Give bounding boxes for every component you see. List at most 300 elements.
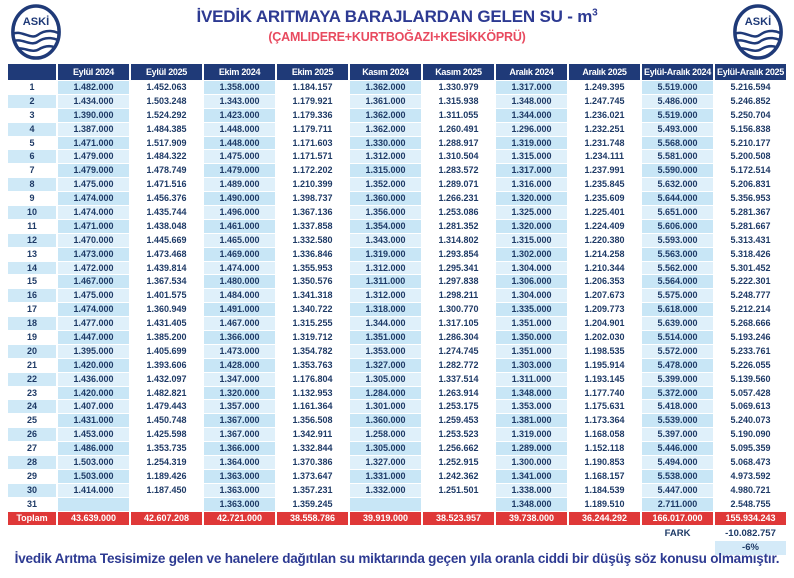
value-cell: 1.310.504 [423, 150, 494, 163]
value-cell: 5.250.704 [715, 109, 786, 122]
day-cell: 5 [8, 137, 56, 150]
value-cell: 1.210.344 [569, 262, 640, 275]
value-cell: 1.311.000 [496, 373, 567, 386]
value-cell: 1.373.647 [277, 470, 348, 483]
value-cell: 5.618.000 [642, 303, 713, 316]
value-cell: 5.632.000 [642, 178, 713, 191]
value-cell: 1.367.000 [204, 428, 275, 441]
value-cell: 1.352.000 [350, 178, 421, 191]
value-cell: 1.318.000 [350, 303, 421, 316]
value-cell: 1.355.953 [277, 262, 348, 275]
day-cell: 29 [8, 470, 56, 483]
value-cell: 5.651.000 [642, 206, 713, 219]
value-cell: 1.479.000 [58, 150, 129, 163]
day-cell: 7 [8, 164, 56, 177]
value-cell: 1.467.000 [204, 317, 275, 330]
value-cell: 1.496.000 [204, 206, 275, 219]
value-cell: 1.434.000 [58, 95, 129, 108]
value-cell: 5.212.214 [715, 303, 786, 316]
value-cell: 1.470.000 [58, 234, 129, 247]
value-cell: 1.367.000 [204, 414, 275, 427]
value-cell: 1.461.000 [204, 220, 275, 233]
value-cell: 1.317.000 [496, 164, 567, 177]
value-cell: 1.356.000 [350, 206, 421, 219]
column-header: Kasım 2025 [423, 64, 494, 80]
value-cell: 1.360.949 [131, 303, 202, 316]
value-cell: 5.539.000 [642, 414, 713, 427]
value-cell: 5.399.000 [642, 373, 713, 386]
value-cell: 1.405.699 [131, 345, 202, 358]
day-cell: 13 [8, 248, 56, 261]
value-cell: 1.300.770 [423, 303, 494, 316]
day-cell: 4 [8, 123, 56, 136]
value-cell: 5.590.000 [642, 164, 713, 177]
column-header: Eylül-Aralık 2024 [642, 64, 713, 80]
value-cell: 1.503.000 [58, 470, 129, 483]
value-cell: 1.343.000 [350, 234, 421, 247]
day-cell: 16 [8, 289, 56, 302]
value-cell: 1.320.000 [496, 192, 567, 205]
total-cell: 39.738.000 [496, 512, 567, 525]
value-cell: 1.254.319 [131, 456, 202, 469]
value-cell: 1.482.821 [131, 387, 202, 400]
value-cell: 5.240.073 [715, 414, 786, 427]
day-cell: 17 [8, 303, 56, 316]
value-cell: 1.432.097 [131, 373, 202, 386]
value-cell: 5.193.246 [715, 331, 786, 344]
column-header: Eylül 2024 [58, 64, 129, 80]
day-cell: 22 [8, 373, 56, 386]
day-cell: 31 [8, 498, 56, 511]
value-cell: 1.331.000 [350, 470, 421, 483]
value-cell: 1.472.000 [58, 262, 129, 275]
value-cell: 1.214.258 [569, 248, 640, 261]
value-cell: 1.341.318 [277, 289, 348, 302]
value-cell: 5.268.666 [715, 317, 786, 330]
value-cell: 1.344.000 [350, 317, 421, 330]
value-cell: 1.407.000 [58, 400, 129, 413]
value-cell: 1.296.000 [496, 123, 567, 136]
value-cell: 1.420.000 [58, 359, 129, 372]
value-cell: 5.494.000 [642, 456, 713, 469]
value-cell: 4.973.592 [715, 470, 786, 483]
value-cell: 1.235.845 [569, 178, 640, 191]
value-cell: 1.367.534 [131, 275, 202, 288]
value-cell: 1.189.426 [131, 470, 202, 483]
value-cell: 1.234.111 [569, 150, 640, 163]
total-cell: 42.721.000 [204, 512, 275, 525]
value-cell: 1.473.000 [204, 345, 275, 358]
value-cell: 1.225.401 [569, 206, 640, 219]
aski-logo-left [9, 3, 63, 61]
value-cell: 5.593.000 [642, 234, 713, 247]
value-cell: 1.312.000 [350, 289, 421, 302]
value-cell: 5.372.000 [642, 387, 713, 400]
value-cell: 1.473.000 [58, 248, 129, 261]
value-cell: 1.431.000 [58, 414, 129, 427]
value-cell: 1.486.000 [58, 442, 129, 455]
value-cell: 1.362.000 [350, 109, 421, 122]
value-cell: 1.305.000 [350, 442, 421, 455]
value-cell: 1.132.953 [277, 387, 348, 400]
value-cell: 5.538.000 [642, 470, 713, 483]
fark-label: FARK [664, 527, 691, 539]
value-cell: 1.332.844 [277, 442, 348, 455]
value-cell: 1.315.000 [350, 164, 421, 177]
value-cell: 5.478.000 [642, 359, 713, 372]
fark-row [8, 527, 786, 540]
value-cell: 1.342.911 [277, 428, 348, 441]
value-cell: 1.478.749 [131, 164, 202, 177]
value-cell: 1.189.510 [569, 498, 640, 511]
value-cell: 1.327.000 [350, 359, 421, 372]
value-cell: 1.295.341 [423, 262, 494, 275]
value-cell: 1.274.745 [423, 345, 494, 358]
value-cell: 1.266.231 [423, 192, 494, 205]
column-header: Aralık 2025 [569, 64, 640, 80]
value-cell: 1.316.000 [496, 178, 567, 191]
day-cell: 14 [8, 262, 56, 275]
value-cell: 1.350.000 [496, 331, 567, 344]
value-cell: 1.366.000 [204, 442, 275, 455]
value-cell: 5.581.000 [642, 150, 713, 163]
value-cell: 1.190.853 [569, 456, 640, 469]
value-cell: 5.562.000 [642, 262, 713, 275]
value-cell: 5.233.761 [715, 345, 786, 358]
value-cell: 5.563.000 [642, 248, 713, 261]
value-cell: 5.568.000 [642, 137, 713, 150]
day-cell: 27 [8, 442, 56, 455]
day-cell: 12 [8, 234, 56, 247]
value-cell: 2.711.000 [642, 498, 713, 511]
value-cell: 1.351.000 [496, 345, 567, 358]
value-cell: 1.306.000 [496, 275, 567, 288]
value-cell: 1.344.000 [496, 109, 567, 122]
corner-cell [8, 64, 56, 80]
value-cell: 1.315.938 [423, 95, 494, 108]
value-cell: 1.319.000 [496, 428, 567, 441]
value-cell: 1.453.000 [58, 428, 129, 441]
value-cell [131, 498, 202, 511]
value-cell: 1.263.914 [423, 387, 494, 400]
value-cell: 5.356.953 [715, 192, 786, 205]
value-cell: 1.479.443 [131, 400, 202, 413]
value-cell: 1.320.000 [496, 220, 567, 233]
value-cell: 1.340.722 [277, 303, 348, 316]
value-cell: 1.311.055 [423, 109, 494, 122]
value-cell: 1.301.000 [350, 400, 421, 413]
value-cell: 1.363.000 [204, 484, 275, 497]
footer-note: İvedik Arıtma Tesisimize gelen ve hanelere dağıtılan su miktarında geçen yıla oranla ciddi bir düşüş söz konusu olmamıştır. [14, 551, 780, 566]
total-cell: 155.934.243 [715, 512, 786, 525]
value-cell: 1.348.000 [496, 498, 567, 511]
value-cell: 1.456.376 [131, 192, 202, 205]
fark-spacer [8, 527, 640, 540]
value-cell: 1.477.000 [58, 317, 129, 330]
value-cell: 1.327.000 [350, 456, 421, 469]
value-cell: 1.473.468 [131, 248, 202, 261]
value-cell: 5.068.473 [715, 456, 786, 469]
value-cell: 1.362.000 [350, 81, 421, 94]
value-cell: 1.202.030 [569, 331, 640, 344]
value-cell: 1.438.048 [131, 220, 202, 233]
value-cell: 1.258.000 [350, 428, 421, 441]
value-cell: 1.385.200 [131, 331, 202, 344]
day-cell: 19 [8, 331, 56, 344]
value-cell: 1.204.901 [569, 317, 640, 330]
value-cell: 1.357.000 [204, 400, 275, 413]
day-cell: 18 [8, 317, 56, 330]
value-cell: 1.474.000 [204, 262, 275, 275]
value-cell: 1.362.000 [350, 123, 421, 136]
value-cell: 1.366.000 [204, 331, 275, 344]
day-cell: 9 [8, 192, 56, 205]
value-cell: 1.360.000 [350, 192, 421, 205]
value-cell: 1.173.364 [569, 414, 640, 427]
value-cell: 1.286.304 [423, 331, 494, 344]
value-cell: 1.357.231 [277, 484, 348, 497]
value-cell: 5.572.000 [642, 345, 713, 358]
total-cell: 43.639.000 [58, 512, 129, 525]
value-cell: 1.317.000 [496, 81, 567, 94]
value-cell: 1.428.000 [204, 359, 275, 372]
column-header: Eylül 2025 [131, 64, 202, 80]
value-cell: 1.305.000 [350, 373, 421, 386]
value-cell: 1.161.364 [277, 400, 348, 413]
value-cell: 1.361.000 [350, 95, 421, 108]
day-cell: 21 [8, 359, 56, 372]
value-cell: 5.172.514 [715, 164, 786, 177]
value-cell: 1.484.322 [131, 150, 202, 163]
value-cell: 1.168.157 [569, 470, 640, 483]
value-cell: 1.175.631 [569, 400, 640, 413]
day-cell: 26 [8, 428, 56, 441]
value-cell: 1.319.712 [277, 331, 348, 344]
value-cell: 1.325.000 [496, 206, 567, 219]
column-header: Aralık 2024 [496, 64, 567, 80]
value-cell: 1.187.450 [131, 484, 202, 497]
value-cell: 1.370.386 [277, 456, 348, 469]
total-cell: 36.244.292 [569, 512, 640, 525]
value-cell: 1.524.292 [131, 109, 202, 122]
value-cell [423, 498, 494, 511]
value-cell: 1.288.917 [423, 137, 494, 150]
value-cell: 1.220.380 [569, 234, 640, 247]
value-cell: 1.320.000 [204, 387, 275, 400]
value-cell: 1.315.000 [496, 150, 567, 163]
value-cell: 1.311.000 [350, 275, 421, 288]
value-cell: 1.330.979 [423, 81, 494, 94]
total-cell: 42.607.208 [131, 512, 202, 525]
value-cell: 1.467.000 [58, 275, 129, 288]
value-cell: 5.301.452 [715, 262, 786, 275]
table-grid [8, 64, 786, 525]
value-cell: 1.193.145 [569, 373, 640, 386]
value-cell: 1.341.000 [496, 470, 567, 483]
page-title-superscript: 3 [592, 7, 598, 19]
value-cell: 1.353.000 [350, 345, 421, 358]
value-cell: 1.260.491 [423, 123, 494, 136]
value-cell: 5.397.000 [642, 428, 713, 441]
value-cell: 5.206.831 [715, 178, 786, 191]
value-cell: 1.319.000 [350, 248, 421, 261]
day-cell: 2 [8, 95, 56, 108]
value-cell: 1.475.000 [58, 289, 129, 302]
value-cell: 1.253.175 [423, 400, 494, 413]
value-cell: 1.251.501 [423, 484, 494, 497]
value-cell: 1.431.405 [131, 317, 202, 330]
value-cell: 1.475.000 [58, 178, 129, 191]
value-cell: 1.232.251 [569, 123, 640, 136]
value-cell: 1.184.157 [277, 81, 348, 94]
value-cell: 5.575.000 [642, 289, 713, 302]
value-cell: 1.337.514 [423, 373, 494, 386]
value-cell: 1.312.000 [350, 150, 421, 163]
value-cell: 5.493.000 [642, 123, 713, 136]
total-cell: 39.919.000 [350, 512, 421, 525]
value-cell: 1.195.914 [569, 359, 640, 372]
value-cell: 1.469.000 [204, 248, 275, 261]
value-cell: 5.644.000 [642, 192, 713, 205]
value-cell: 5.246.852 [715, 95, 786, 108]
value-cell: 1.393.606 [131, 359, 202, 372]
value-cell: 5.281.367 [715, 206, 786, 219]
value-cell: 1.171.603 [277, 137, 348, 150]
value-cell: 5.226.055 [715, 359, 786, 372]
report-header [0, 0, 794, 62]
value-cell: 1.347.000 [204, 373, 275, 386]
value-cell: 1.479.000 [58, 164, 129, 177]
value-cell: 1.471.000 [58, 137, 129, 150]
value-cell: 1.256.662 [423, 442, 494, 455]
value-cell: 1.332.580 [277, 234, 348, 247]
value-cell: 1.281.352 [423, 220, 494, 233]
value-cell: 1.343.000 [204, 95, 275, 108]
value-cell: 1.198.535 [569, 345, 640, 358]
value-cell: 1.445.669 [131, 234, 202, 247]
column-header: Eylül-Aralık 2025 [715, 64, 786, 80]
value-cell: 1.447.000 [58, 331, 129, 344]
value-cell: 1.300.000 [496, 456, 567, 469]
aski-logo-right [731, 3, 785, 61]
value-cell: 1.210.399 [277, 178, 348, 191]
value-cell: 5.418.000 [642, 400, 713, 413]
value-cell: 1.353.763 [277, 359, 348, 372]
value-cell: 1.360.000 [350, 414, 421, 427]
value-cell: 1.465.000 [204, 234, 275, 247]
value-cell: 1.517.909 [131, 137, 202, 150]
value-cell: 1.450.748 [131, 414, 202, 427]
value-cell: 1.503.248 [131, 95, 202, 108]
value-cell: 1.350.576 [277, 275, 348, 288]
value-cell: 1.184.539 [569, 484, 640, 497]
value-cell: 1.363.000 [204, 498, 275, 511]
value-cell: 1.348.000 [496, 387, 567, 400]
value-cell: 1.303.000 [496, 359, 567, 372]
value-cell: 5.222.301 [715, 275, 786, 288]
day-cell: 24 [8, 400, 56, 413]
value-cell: 5.519.000 [642, 81, 713, 94]
value-cell: 1.471.000 [58, 220, 129, 233]
value-cell: 1.414.000 [58, 484, 129, 497]
value-cell: 5.156.838 [715, 123, 786, 136]
column-header: Ekim 2025 [277, 64, 348, 80]
value-cell: 5.313.431 [715, 234, 786, 247]
value-cell: 1.171.571 [277, 150, 348, 163]
column-header: Ekim 2024 [204, 64, 275, 80]
fark-value: -10.082.757 [725, 527, 776, 539]
value-cell: 1.235.609 [569, 192, 640, 205]
total-cell: 166.017.000 [642, 512, 713, 525]
value-cell: 1.484.385 [131, 123, 202, 136]
value-cell: 1.282.772 [423, 359, 494, 372]
value-cell: 1.395.000 [58, 345, 129, 358]
value-cell: 1.420.000 [58, 387, 129, 400]
value-cell: 1.209.773 [569, 303, 640, 316]
column-header: Kasım 2024 [350, 64, 421, 80]
value-cell: 1.474.000 [58, 192, 129, 205]
value-cell: 1.177.740 [569, 387, 640, 400]
value-cell: 1.423.000 [204, 109, 275, 122]
value-cell: 1.335.000 [496, 303, 567, 316]
day-cell: 28 [8, 456, 56, 469]
value-cell: 1.302.000 [496, 248, 567, 261]
day-cell: 11 [8, 220, 56, 233]
value-cell: 5.200.508 [715, 150, 786, 163]
page-subtitle: (ÇAMLIDERE+KURTBOĞAZI+KESİKKÖPRÜ) [268, 30, 526, 44]
value-cell: 1.436.000 [58, 373, 129, 386]
value-cell: 5.564.000 [642, 275, 713, 288]
value-cell: 5.318.426 [715, 248, 786, 261]
value-cell: 1.491.000 [204, 303, 275, 316]
percent-badge: -6% [715, 541, 786, 555]
value-cell: 1.390.000 [58, 109, 129, 122]
value-cell: 1.304.000 [496, 289, 567, 302]
total-cell: 38.558.786 [277, 512, 348, 525]
value-cell: 5.069.613 [715, 400, 786, 413]
value-cell: 1.206.353 [569, 275, 640, 288]
value-cell: 1.242.362 [423, 470, 494, 483]
value-cell: 1.283.572 [423, 164, 494, 177]
value-cell: 1.475.000 [204, 150, 275, 163]
value-cell: 5.190.090 [715, 428, 786, 441]
value-cell: 1.353.735 [131, 442, 202, 455]
value-cell: 1.474.000 [58, 303, 129, 316]
value-cell: 1.435.744 [131, 206, 202, 219]
value-cell: 5.519.000 [642, 109, 713, 122]
value-cell: 5.139.560 [715, 373, 786, 386]
value-cell: 1.364.000 [204, 456, 275, 469]
value-cell: 1.298.211 [423, 289, 494, 302]
value-cell: 1.482.000 [58, 81, 129, 94]
value-cell: 2.548.755 [715, 498, 786, 511]
value-cell: 1.353.000 [496, 400, 567, 413]
value-cell: 1.207.673 [569, 289, 640, 302]
day-cell: 15 [8, 275, 56, 288]
value-cell: 1.356.508 [277, 414, 348, 427]
value-cell: 1.490.000 [204, 192, 275, 205]
total-cell: 38.523.957 [423, 512, 494, 525]
value-cell: 1.179.711 [277, 123, 348, 136]
aski-logo-text: ASKİ [744, 16, 772, 29]
value-cell: 1.330.000 [350, 137, 421, 150]
value-cell: 1.284.000 [350, 387, 421, 400]
value-cell: 1.358.000 [204, 81, 275, 94]
value-cell: 1.351.000 [350, 331, 421, 344]
day-cell: 3 [8, 109, 56, 122]
value-cell: 4.980.721 [715, 484, 786, 497]
value-cell: 1.503.000 [58, 456, 129, 469]
